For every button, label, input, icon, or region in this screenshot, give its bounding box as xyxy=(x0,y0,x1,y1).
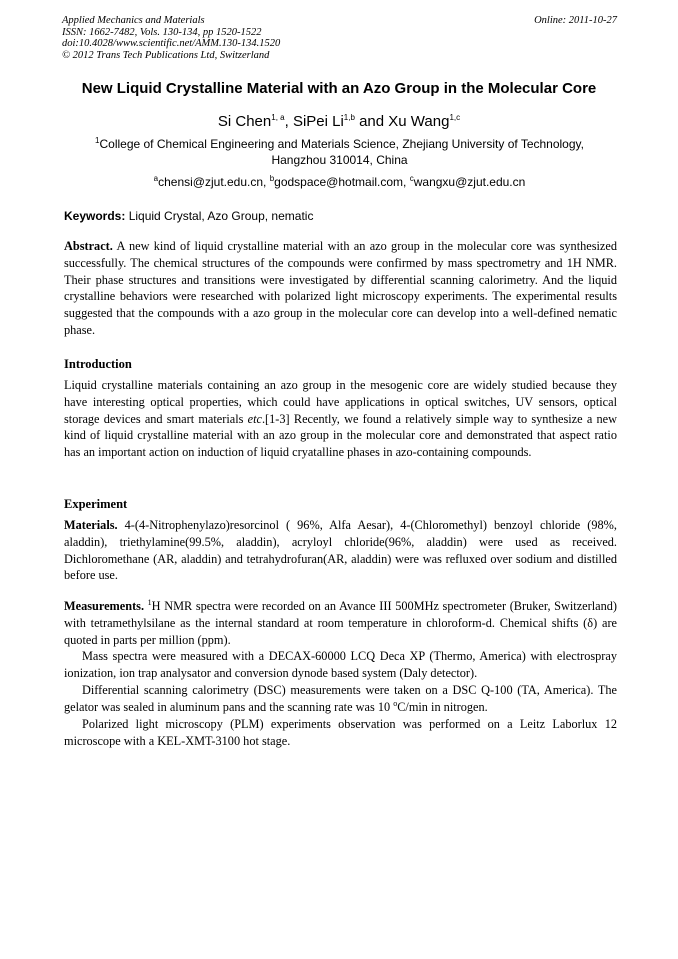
measurements-paragraph xyxy=(64,598,617,648)
keywords-label: Keywords: xyxy=(64,209,126,223)
email-line xyxy=(62,174,617,190)
paper-title: New Liquid Crystalline Material with an Azo Group in the Molecular Core xyxy=(81,80,597,97)
dsc-paragraph xyxy=(64,682,617,716)
author-superscript: 1,c xyxy=(449,113,461,122)
email-address: chensi@zjut.edu.cn, xyxy=(158,175,270,189)
journal-header xyxy=(62,15,617,61)
affiliation-superscript: 1 xyxy=(95,136,100,145)
affiliation-text: College of Chemical Engineering and Materials Science, Zhejiang University of Technology, xyxy=(99,137,584,151)
materials-text: 4-(4-Nitrophenylazo)resorcinol ( 96%, Alfa Aesar), 4-(Chloromethyl) benzoyl chloride (98%, aladdin), triethylamine(99.5%, aladdin), acryloyl chloride(96%, aladdin) were used as received. Dichloromethane (AR, aladdin) and tetrahydrofuran(AR, aladdin) were was refluxed over sodium and distilled before use. xyxy=(64,518,617,583)
email-superscript: a xyxy=(153,174,159,183)
journal-name: Applied Mechanics and Materials xyxy=(62,15,205,26)
introduction-text-continued: .[1-3] Recently, we found a relatively simple way to synthesize a new kind of liquid crystalline material with an azo group in the molecular core and demonstrated that aspect ratio has an important action on induction of liquid cryatalline phases in azo-containing compounds. xyxy=(64,411,617,460)
copyright-line: © 2012 Trans Tech Publications Ltd, Switzerland xyxy=(62,49,270,61)
email-address: godspace@hotmail.com, xyxy=(274,175,410,189)
author-name: Xu Wang xyxy=(388,113,450,130)
abstract xyxy=(64,238,617,339)
author-name: Si Chen xyxy=(217,113,272,130)
author-name: SiPei Li xyxy=(292,113,344,130)
dsc-text-continued: C/min in nitrogen. xyxy=(397,699,488,714)
author-list xyxy=(40,113,638,131)
author-superscript: 1, a xyxy=(271,113,285,122)
affiliation xyxy=(62,136,617,168)
affiliation-line-2: Hangzhou 310014, China xyxy=(271,153,408,167)
author-superscript: 1,b xyxy=(343,113,355,122)
email-superscript: b xyxy=(269,174,275,183)
materials-label: Materials. xyxy=(64,518,118,532)
materials-paragraph xyxy=(64,517,617,584)
nmr-superscript: 1 xyxy=(147,597,152,607)
measurements-label: Measurements. xyxy=(64,599,145,613)
affiliation-line-1 xyxy=(62,136,617,152)
introduction-etc: etc xyxy=(247,411,262,426)
degree-superscript: o xyxy=(393,698,398,708)
dsc-text: Differential scanning calorimetry (DSC) measurements were taken on a DSC Q-100 (TA, America). The gelator was sealed in aluminum pans and the scanning rate was 10 xyxy=(64,683,617,714)
online-date: Online: 2011-10-27 xyxy=(534,15,617,26)
keywords-text: Liquid Crystal, Azo Group, nematic xyxy=(125,209,314,223)
introduction-heading: Introduction xyxy=(64,357,132,371)
issn-line: ISSN: 1662-7482, Vols. 130-134, pp 1520-1522 xyxy=(62,26,262,38)
experiment-heading: Experiment xyxy=(64,497,128,511)
abstract-label: Abstract. xyxy=(64,239,113,253)
author-separator: and xyxy=(354,113,389,130)
introduction-paragraph xyxy=(64,377,617,461)
plm-paragraph: Polarized light microscopy (PLM) experiments observation was performed on a Leitz Laborlux 12 microscope with a KEL-XMT-3100 hot stage. xyxy=(64,717,617,748)
mass-spectra-paragraph: Mass spectra were measured with a DECAX-60000 LCQ Deca XP (Thermo, America) with electrospray ionization, ion trap analysator and conversion dynode based system (Daly detector). xyxy=(64,649,617,680)
introduction-text: Liquid crystalline materials containing an azo group in the mesogenic core are widely studied because they have interesting optical properties, which could have applications in optical switches, UV sensors, optical storage devices and smart materials xyxy=(64,378,617,426)
email-address: wangxu@zjut.edu.cn xyxy=(413,175,526,189)
abstract-text: A new kind of liquid crystalline material with an azo group in the molecular core was synthesized successfully. The chemical structures of the compounds were confirmed by mass spectrometry and 1H NMR. Their phase structures and transitions were investigated by differential scanning calorimetry. And the liquid crystalline behaviors were researched with polarized light microscopy experiments. The experimental results suggested that the compounds with a azo group in the molecular core can develop into a well-defined nematic phase. xyxy=(64,239,617,337)
nmr-text: H NMR spectra were recorded on an Avance III 500MHz spectrometer (Bruker, Switzerland) with tetramethylsilane as the internal standard at room temperature in chloroform-d. Chemical shifts (δ) are quoted in parts per million (ppm). xyxy=(64,599,617,647)
author-separator: , xyxy=(284,113,293,130)
doi-line: doi:10.4028/www.scientific.net/AMM.130-134.1520 xyxy=(62,38,281,49)
email-superscript: c xyxy=(409,174,414,183)
keywords xyxy=(64,208,617,224)
